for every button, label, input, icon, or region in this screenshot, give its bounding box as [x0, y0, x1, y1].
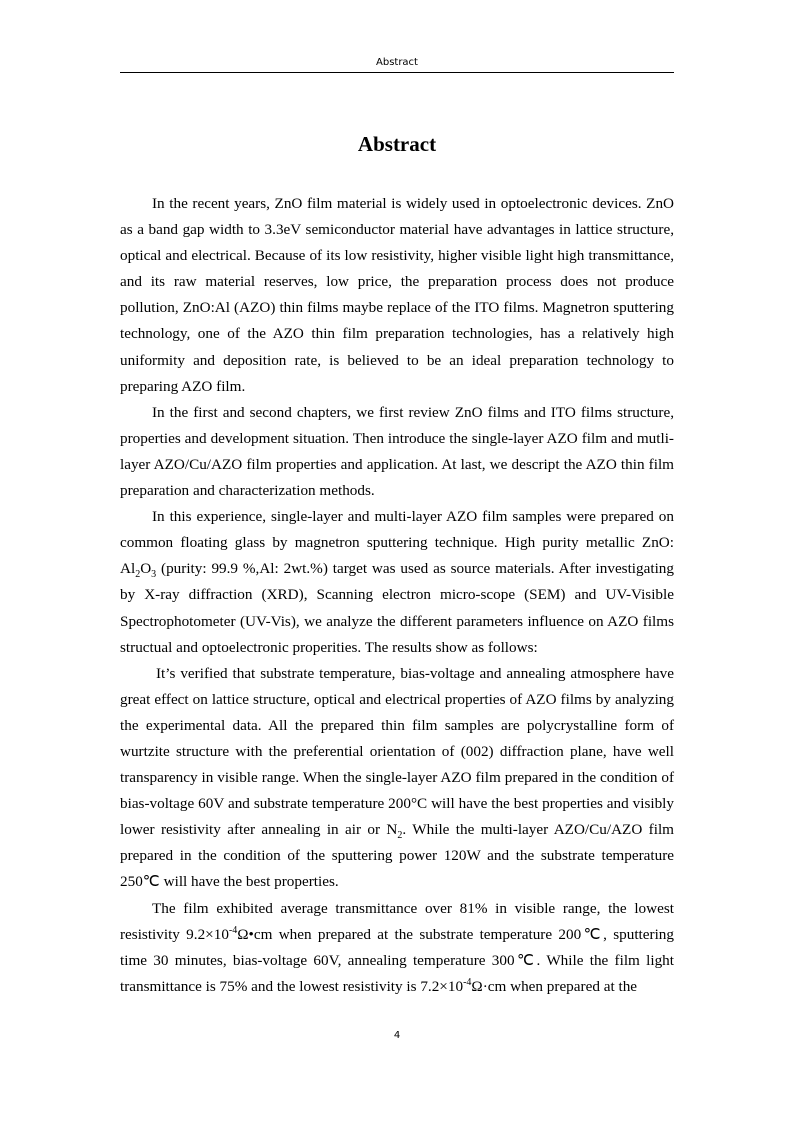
paragraph-2-text: In the first and second chapters, we first review ZnO films and ITO films structure, properties and development situation. Then introduce the single-layer AZO film and mutli-layer AZO/Cu/AZO film properties and application. At last, we descript the AZO thin film preparation and characterization methods.: [120, 403, 674, 500]
superscript: -4: [228, 924, 238, 936]
paragraph-5: [120, 896, 674, 1000]
subscript: 2: [397, 830, 403, 842]
paragraph-4: [120, 661, 674, 896]
paragraph-1-text: In the recent years, ZnO film material is widely used in optoelectronic devices. ZnO as a band gap width to 3.3eV semiconductor material have advantages in lattice structure, optical and electrical. Because of its low resistivity, higher visible light high transmittance, and its raw material reserves, low price, the preparation process does not produce pollution, ZnO:Al (AZO) thin films maybe replace of the ITO films. Magnetron sputtering technology, one of the AZO thin film preparation technologies, has a relatively high uniformity and deposition rate, is believed to be an ideal preparation technology to preparing AZO film.: [120, 195, 674, 395]
paragraph-1: [120, 191, 674, 400]
paragraph-2: [120, 400, 674, 504]
running-header: Abstract: [376, 57, 418, 68]
paragraph-5-text: The film exhibited average transmittance over 81% in visible range, the lowest resistivity 9.2×10: [120, 899, 674, 943]
paragraph-3: [120, 504, 674, 661]
paragraph-5-text: Ω·cm when prepared at the: [471, 977, 638, 995]
abstract-body: [120, 191, 674, 1000]
paragraph-3-text: In this experience, single-layer and multi-layer AZO film samples were prepared on common floating glass by magnetron sputtering technique. High purity metallic ZnO: Al: [120, 508, 674, 578]
subscript: 3: [151, 569, 157, 581]
page-number: 4: [393, 1030, 401, 1041]
subscript: 2: [135, 569, 141, 581]
paragraph-4-text: . While the multi-layer AZO/Cu/AZO film prepared in the condition of the sputtering power 120W and the substrate temperature 250℃ will have the best properties.: [120, 821, 674, 891]
header-rule: [120, 72, 674, 73]
paragraph-4-text: It’s verified that substrate temperature, bias-voltage and annealing atmosphere have great effect on lattice structure, optical and electrical properties of AZO films by analyzing the experimental data. All the prepared thin film samples are polycrystalline form of wurtzite structure with the preferential orientation of (002) diffraction plane, have well transparency in visible range. When the single-layer AZO film prepared in the condition of bias-voltage 60V and substrate temperature 200°C will have the best properties and visibly lower resistivity after annealing in air or N: [120, 664, 674, 839]
page-title: Abstract: [357, 132, 437, 156]
paragraph-3-text: O: [140, 560, 152, 578]
paragraph-5-text: Ω•cm when prepared at the substrate temperature 200℃, sputtering time 30 minutes, bias-voltage 60V, annealing temperature 300℃. While the film light transmittance is 75% and the lowest resistivity is 7.2×10: [120, 925, 674, 995]
paragraph-3-text: (purity: 99.9 %,Al: 2wt.%) target was used as source materials. After investigating by X-ray diffraction (XRD), Scanning electron micro-scope (SEM) and UV-Visible Spectrophotometer (UV-Vis), we analyze the different parameters influence on AZO films structual and optoelectronic properities. The results show as follows:: [120, 560, 674, 656]
superscript: -4: [463, 976, 472, 988]
